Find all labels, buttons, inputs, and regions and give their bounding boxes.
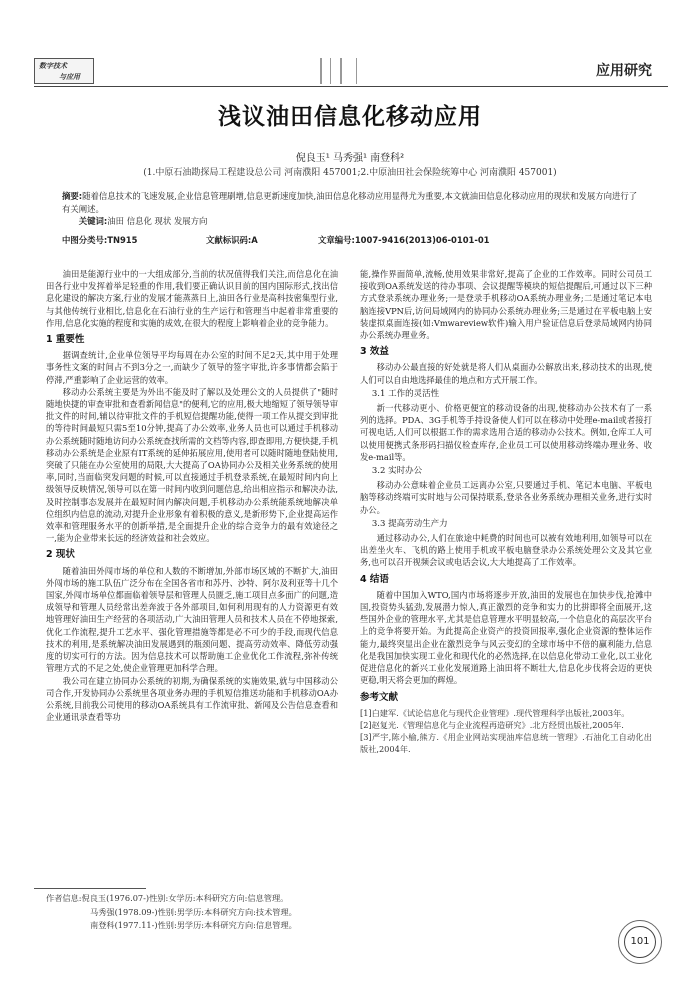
- article-no-label: 文章编号:: [318, 235, 355, 245]
- footnote-line: 马秀强(1978.09-)性别:男学历:本科研究方向:技术管理。: [90, 906, 297, 917]
- clc-label: 中图分类号:: [62, 235, 108, 245]
- continued-paragraph: 能,操作界面简单,流畅,使用效果非常好,提高了企业的工作效率。同时公司员工接收到OA系统发送的待办事项、会议提醒等模块的短信提醒后,可通过以下三种方式登录系统办理业务;一是登录手机移动OA系统办理业务;二是通过笔记本电脑连接VPN后,访问局域网内的协同办公系统办理业务;三是通过在平板电脑上安装虚拟桌面连接(如:Vmwareview软件)输入用户验证信息后登录局域网内协同办公系统办理业务。: [360, 269, 652, 341]
- reference-item: [1]白建军.《试论信息化与现代企业管理》.现代管理科学出版社,2003年。: [360, 707, 630, 718]
- status-paragraph-2: 我公司在建立协同办公系统的初期,为确保系统的实施效果,就与中国移动公司合作,开发协同办公系统里各项业务办理的手机短信推送功能和手机移动OA办公系统,目前我公司使用的移动OA系统具有工作流审批、新闻及公告信息查看和企业通讯录查看等功: [46, 675, 338, 723]
- heading-conclusion: 4 结语: [360, 573, 389, 585]
- importance-paragraph-1: 据调查统计,企业单位领导平均每周在办公室的时间不足2天,其中用于处理事务性文案的时间占不到3分之一,而缺少了领导的签字审批,许多事情都会陷于停滞,严重影响了企业运营的效率。: [46, 350, 338, 385]
- reference-item: [2]赵复光.《管理信息化与企业流程再造研究》.北方经贸出版社,2005年.: [360, 719, 624, 730]
- article-title: 浅议油田信息化移动应用: [218, 104, 482, 130]
- header-bar-1: [320, 58, 322, 84]
- footnote-line: 作者信息:倪良玉(1976.07-)性别:女学历:本科研究方向:信息管理。: [46, 893, 289, 903]
- benefits-paragraph: 移动办公最直接的好处就是将人们从桌面办公解放出来,移动技术的出现,使人们可以自由地选择最佳的地点和方式开展工作。: [360, 362, 652, 385]
- heading-importance: 1 重要性: [46, 334, 85, 346]
- article-no-row: [318, 234, 490, 246]
- abstract-text: 随着信息技术的飞速发展,企业信息管理刷增,信息更新速度加快,油田信息化移动应用显得尤为重要,本文就油田信息化移动应用的现状和发展方向进行了有关阐述。: [62, 191, 638, 214]
- doc-code-value: A: [251, 235, 258, 245]
- header-bar-4: [356, 58, 357, 84]
- heading-status: 2 现状: [46, 549, 75, 561]
- article-no-value: 1007-9416(2013)06-0101-01: [354, 235, 490, 245]
- flexibility-paragraph: 新一代移动更小、价格更便宜的移动设备的出现,使移动办公技术有了一系列的选择。PDA、3G手机等手持设备使人们可以在移动中处理e-mail或者接打可视电话,人们可以根据工作的需求选用合适的移动办公技术。例如,仓库工人可以使用便携式条形码扫描仪检查库存,企业员工可以使用移动终端办理业务、收发e-mail等。: [360, 403, 652, 462]
- keywords-label: 关键词:: [78, 216, 108, 226]
- abstract-label: 摘要:: [62, 191, 83, 201]
- keywords-text: 油田 信息化 现状 发展方向: [107, 216, 208, 226]
- subheading-flexibility: 3.1 工作的灵活性: [371, 388, 440, 399]
- author-footnotes: [46, 892, 297, 933]
- productivity-paragraph: 通过移动办公,人们在旅途中耗费的时间也可以被有效地利用,如领导可以在出差坐火车、飞机的路上使用手机或平板电脑登录办公系统处理公文及其它业务,也可以召开视频会议或电话会议,大大地提高了工作效率。: [360, 533, 652, 568]
- heading-references: 参考文献: [360, 691, 399, 703]
- logo-line1: 数字技术: [39, 62, 67, 70]
- page-number-badge: [618, 920, 662, 964]
- section-heading: 应用研究: [596, 63, 652, 79]
- footnote-line: 南登科(1977.11-)性别:男学历:本科研究方向:信息管理。: [90, 920, 297, 931]
- header-bar-3: [340, 58, 342, 84]
- conclusion-paragraph: 随着中国加入WTO,国内市场将逐步开放,油田的发展也在加快步伐,抢滩中国,投资势头猛劲,发展潜力惊人,真正激烈的竞争和实力的比拼即将全面展开,这些国外企业的管理水平,尤其是信息管理水平明显较高,一个信息化的高层次平台上的竞争将要开始。为此提高企业资产的投资回报率,强化企业资源的整体运作能力,最终突显出企业在激烈竞争与风云变幻的全球市场中不倍的赢利能力,信息化是我国加快实现工业化和现代化的必然选择,在以信息化带动工业化,以工业化促进信息化的新兴工业化发展道路上油田将不断壮大,信息化步伐将会迈的更快更稳,明天将会更加的辉煌。: [360, 589, 652, 686]
- clc-row: [62, 234, 137, 246]
- page-header: [0, 0, 700, 92]
- header-bar-2: [330, 58, 331, 84]
- page-number: 101: [624, 926, 656, 958]
- subheading-productivity: 3.3 提高劳动生产力: [371, 518, 448, 529]
- article-affiliation: (1.中原石油勘探局工程建设总公司 河南濮阳 457001;2.中原油田社会保险统筹中心 河南濮阳 457001): [143, 168, 557, 178]
- heading-benefits: 3 效益: [360, 346, 389, 358]
- importance-paragraph-2: 移动办公系统主要是为外出不能及时了解以及处理公文的人员提供了"随时随地快捷的审查审批和查看新闻信息"的便利,它的应用,极大地缩短了领导领导审批文件的时间,辅以待审批文件的手机短信提醒功能,使得一项工作从提交到审批的等待时间最短只需5至10分钟,提高了办公效率,业务人员也可以通过手机移动办公系统随时随地访问办公系统查找所需的文档等内容,即查即用,方便快捷,手机移动办公系统是企业原有IT系统的延伸拓展应用,使用者可以随时随地登陆使用,突破了只能在办公室使用的局限,大大提高了OA协同办公及相关业务系统的使用率,同时,当面临突发问题的时候,可以直接通过手机登录系统,在最短时间内向上级领导反映情况,领导可以在第一时间内收到问题信息,给出相应指示和解决办法,及时控制事态发展并在最短时间内解决问题,手机移动办公系统能系统地解决单位组织内信息的流动,对提升企业形象有着积极的意义,是新形势下,企业提高运作效率和管理服务水平的创新举措,是全面提升企业的综合竞争力的最有效途径之一,能为企业带来长远的经济效益和社会效应。: [46, 386, 338, 544]
- journal-logo: [34, 58, 94, 84]
- doc-code-label: 文献标识码:: [206, 235, 252, 245]
- left-column: [46, 268, 338, 723]
- article-authors: 倪良玉¹ 马秀强¹ 南登科²: [295, 153, 405, 164]
- status-paragraph-1: 随着油田外闯市场的单位和人数的不断增加,外部市场区域的不断扩大,油田外闯市场的施工队伍广泛分布在全国各省市和苏丹、沙特、阿尔及利亚等十几个国家,外闯市场单位都面临着领导层和管理人员匮乏,施工项目点多面广的问题,造成领导和管理人员经常出差奔波于各外部项目,如何利用现有的人力资源更有效地管理好油田生产经营的各项活动,广大油田管理人员和技术人员在不停地探索,优化工作流程,提升工艺水平、强化管理措施等都是必不可少的手段,而现代信息技术的利用,是系统解决油田发展遇到的瓶颈问题、提高劳动效率、降低劳动强度的切实可行的方法。因为信息技术可以帮助施工企业优化工作流程,弥补传统管理方式的不足之处,使企业管理更加科学合理。: [46, 565, 338, 674]
- right-column: [360, 268, 652, 755]
- subheading-realtime: 3.2 实时办公: [371, 466, 423, 477]
- doc-code-row: [206, 234, 258, 246]
- header-rule: [34, 86, 668, 87]
- abstract-block: [62, 190, 642, 228]
- logo-line2: 与应用: [59, 73, 80, 81]
- intro-paragraph: 油田是能源行业中的一大组成部分,当前的状况值得我们关注,而信息化在油田各行业中发挥着举足轻重的作用,我们要正确认识目前的国内国际形式,找出信息化建设的解决方案,行业的发展才能蒸蒸日上,油田各行业是高科技密集型行业,与其他传统行业相比,信息化在石油行业的生产运行和管理当中起着非常重要的作用,信息化实施的程度和实施的成效,在很大的程度上影响着企业的竞争能力。: [46, 269, 338, 328]
- reference-item: [3]严宇,陈小榆,熊方.《用企业网站实现油库信息统一管理》.石油化工自动化出版社,2004年.: [360, 731, 652, 754]
- realtime-paragraph: 移动办公意味着企业员工远离办公室,只要通过手机、笔记本电脑、平板电脑等移动终端可实时地与公司保持联系,登录各业务系统办理相关业务,进行实时办公。: [360, 480, 652, 515]
- footnote-rule: [34, 888, 146, 889]
- clc-value: TN915: [107, 235, 138, 245]
